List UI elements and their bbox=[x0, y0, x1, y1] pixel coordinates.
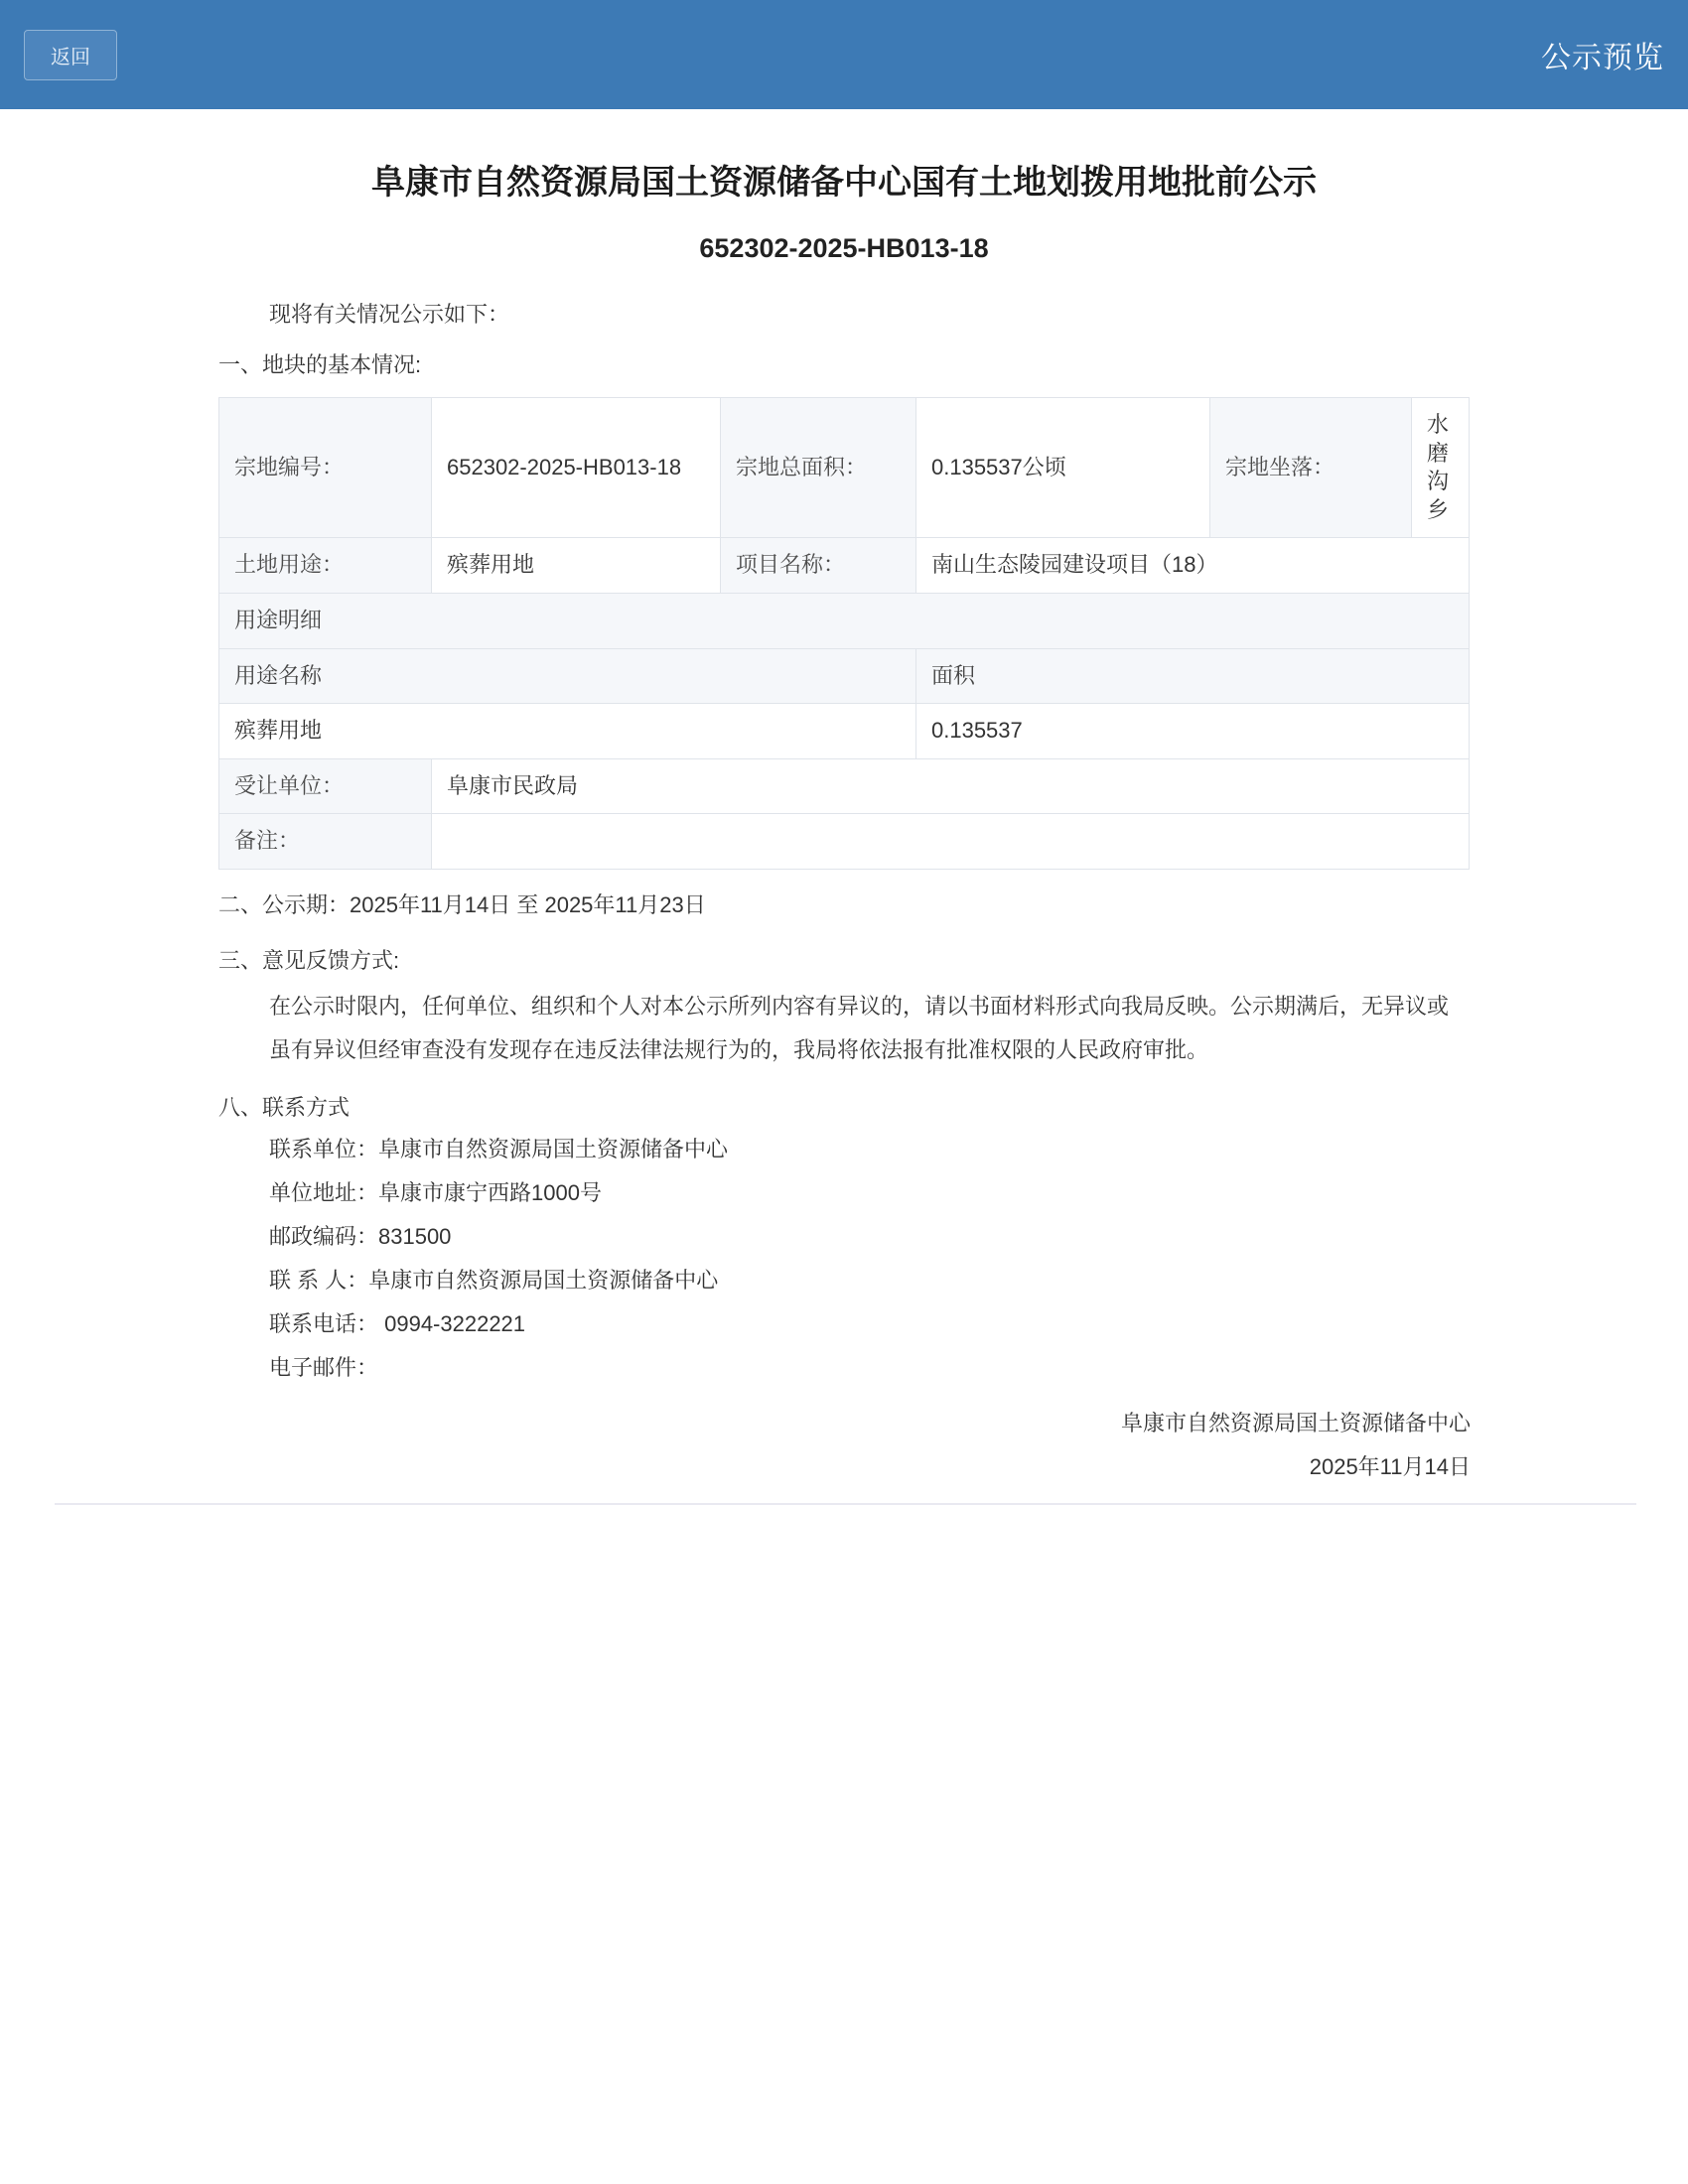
parcel-location-label: 宗地坐落： bbox=[1210, 398, 1412, 538]
usage-name-cell: 殡葬用地 bbox=[219, 704, 916, 759]
back-button[interactable]: 返回 bbox=[24, 30, 117, 80]
preview-title: 公示预览 bbox=[1541, 42, 1664, 74]
topbar bbox=[0, 0, 1688, 109]
signature-block bbox=[0, 1402, 1471, 1489]
usage-detail-header: 用途明细 bbox=[219, 593, 1470, 648]
contact-unit-line: 联系单位：阜康市自然资源局国土资源储备中心 bbox=[269, 1136, 729, 1161]
table-row-detail-columns bbox=[219, 648, 1470, 704]
signature-date: 2025年11月14日 bbox=[1309, 1453, 1471, 1479]
announcement-document bbox=[0, 155, 1688, 1505]
email-line: 电子邮件： bbox=[269, 1354, 379, 1380]
land-use-value: 殡葬用地 bbox=[432, 538, 721, 594]
recipient-value: 阜康市民政局 bbox=[432, 758, 1470, 814]
footer-divider bbox=[55, 1503, 1636, 1505]
table-row-detail-data bbox=[219, 704, 1470, 759]
table-row-remark bbox=[219, 814, 1470, 870]
intro-text: 现将有关情况公示如下： bbox=[269, 302, 510, 327]
table-row-parcel bbox=[219, 398, 1470, 538]
table-row-landuse bbox=[219, 538, 1470, 594]
recipient-label: 受让单位： bbox=[219, 758, 432, 814]
contact-person-line: 联 系 人：阜康市自然资源局国土资源储备中心 bbox=[269, 1267, 719, 1293]
area-column-header: 面积 bbox=[916, 648, 1470, 704]
remark-value bbox=[432, 814, 1470, 870]
parcel-table bbox=[218, 397, 1470, 870]
feedback-paragraph: 在公示时限内，任何单位、组织和个人对本公示所列内容有异议的，请以书面材料形式向我局反映。公示期满后，无异议或虽有异议但经审查没有发现存在违反法律法规行为的，我局将依法报有批准权限的人民政府审批。 bbox=[269, 993, 1450, 1062]
project-name-value: 南山生态陵园建设项目（18） bbox=[916, 538, 1470, 594]
parcel-area-label: 宗地总面积： bbox=[721, 398, 916, 538]
remark-label: 备注： bbox=[219, 814, 432, 870]
contact-phone-line: 联系电话： 0994-3222221 bbox=[269, 1310, 526, 1336]
section-1-heading: 一、地块的基本情况: bbox=[218, 352, 422, 377]
parcel-no-label: 宗地编号： bbox=[219, 398, 432, 538]
table-row-detail-header bbox=[219, 593, 1470, 648]
area-value-cell: 0.135537 bbox=[916, 704, 1470, 759]
postal-code-line: 邮政编码：831500 bbox=[269, 1223, 452, 1249]
section-8-heading: 八、联系方式 bbox=[218, 1094, 351, 1120]
signature-name: 阜康市自然资源局国土资源储备中心 bbox=[1120, 1410, 1471, 1435]
parcel-area-value: 0.135537公顷 bbox=[916, 398, 1210, 538]
parcel-location-value: 水磨沟乡 bbox=[1412, 398, 1470, 538]
land-use-label: 土地用途： bbox=[219, 538, 432, 594]
contact-address-line: 单位地址：阜康市康宁西路1000号 bbox=[269, 1179, 602, 1205]
doc-number: 652302-2025-HB013-18 bbox=[699, 233, 989, 263]
section-2-line: 二、公示期：2025年11月14日 至 2025年11月23日 bbox=[218, 891, 706, 917]
usage-name-column-header: 用途名称 bbox=[219, 648, 916, 704]
parcel-no-value: 652302-2025-HB013-18 bbox=[432, 398, 721, 538]
table-row-recipient bbox=[219, 758, 1470, 814]
section-3-heading: 三、意见反馈方式: bbox=[218, 947, 400, 973]
doc-title: 阜康市自然资源局国土资源储备中心国有土地划拨用地批前公示 bbox=[371, 164, 1317, 202]
project-name-label: 项目名称： bbox=[721, 538, 916, 594]
